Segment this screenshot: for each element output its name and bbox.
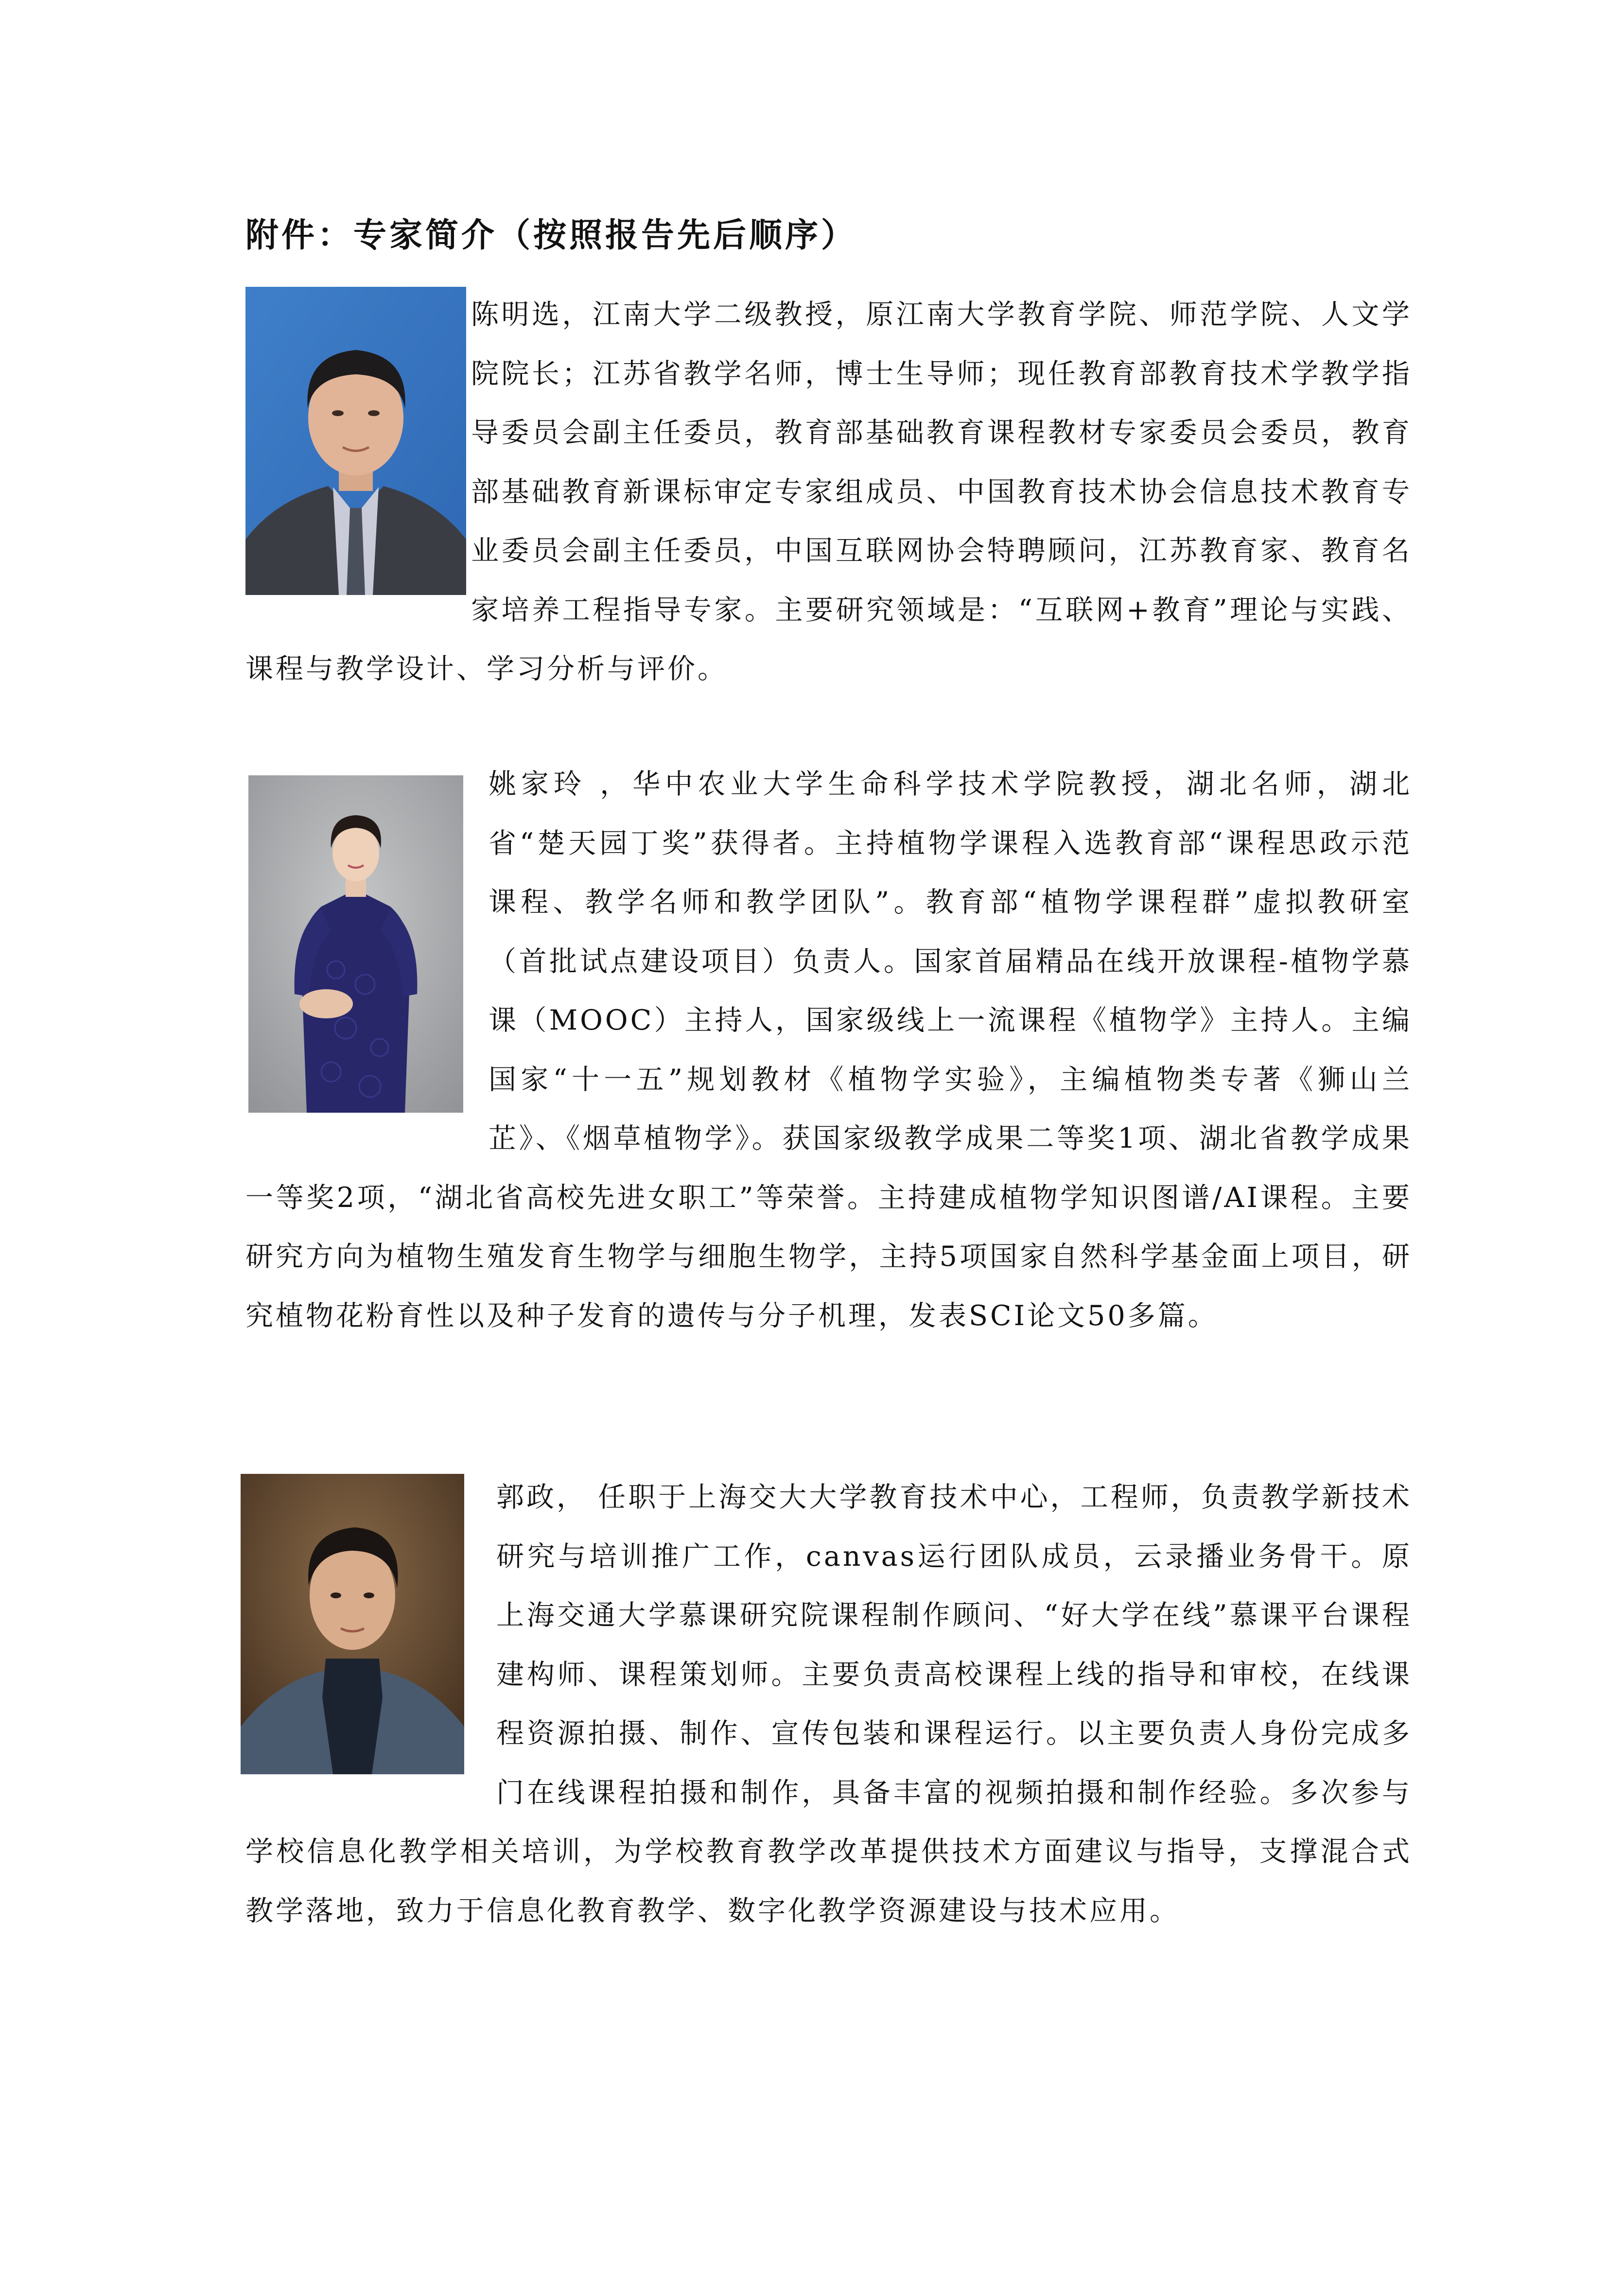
expert-entry [245, 285, 1412, 699]
expert-bio: 郭政， 任职于上海交大大学教育技术中心，工程师，负责教学新技术研究与培训推广工作，canvas运行团队成员，云录播业务骨干。原上海交通大学慕课研究院课程制作顾问、“好大学在线”慕课平台课程建构师、课程策划师。主要负责高校课程上线的指导和审校，在线课程资源拍摄、制作、宣传包装和课程运行。以主要负责人身份完成多门在线课程拍摄和制作，具备丰富的视频拍摄和制作经验。多次参与学校信息化教学相关培训，为学校教育教学改革提供技术方面建议与指导，支撑混合式教学落地，致力于信息化教育教学、数字化教学资源建设与技术应用。 [245, 1481, 1412, 1927]
portrait-photo-icon [241, 1474, 464, 1774]
document-title: 附件：专家简介（按照报告先后顺序） [245, 216, 857, 255]
expert-bio: 姚家玲 ，华中农业大学生命科学技术学院教授，湖北名师，湖北省“楚天园丁奖”获得者。主持植物学课程入选教育部“课程思政示范课程、教学名师和教学团队”。教育部“植物学课程群”虚拟教研室（首批试点建设项目）负责人。国家首届精品在线开放课程-植物学慕课（MOOC）主持人，国家级线上一流课程《植物学》主持人。主编国家“十一五”规划教材《植物学实验》，主编植物类专著《狮山兰芷》、《烟草植物学》。获国家级教学成果二等奖1项、湖北省教学成果一等奖2项，“湖北省高校先进女职工”等荣誉。主持建成植物学知识图谱/AI课程。主要研究方向为植物生殖发育生物学与细胞生物学，主持5项国家自然科学基金面上项目，研究植物花粉育性以及种子发育的遗传与分子机理，发表SCI论文50多篇。 [245, 768, 1412, 1332]
expert-entry [245, 1468, 1412, 1941]
expert-bio: 陈明选，江南大学二级教授，原江南大学教育学院、师范学院、人文学院院长；江苏省教学名师，博士生导师；现任教育部教育技术学教学指导委员会副主任委员，教育部基础教育课程教材专家委员会委员，教育部基础教育新课标审定专家组成员、中国教育技术协会信息技术教育专业委员会副主任委员，中国互联网协会特聘顾问，江苏教育家、教育名家培养工程指导专家。主要研究领域是：“互联网+教育”理论与实践、课程与教学设计、学习分析与评价。 [245, 298, 1412, 685]
expert-entry [245, 755, 1412, 1346]
portrait-photo-icon [245, 287, 466, 595]
portrait-photo-icon [248, 775, 463, 1113]
